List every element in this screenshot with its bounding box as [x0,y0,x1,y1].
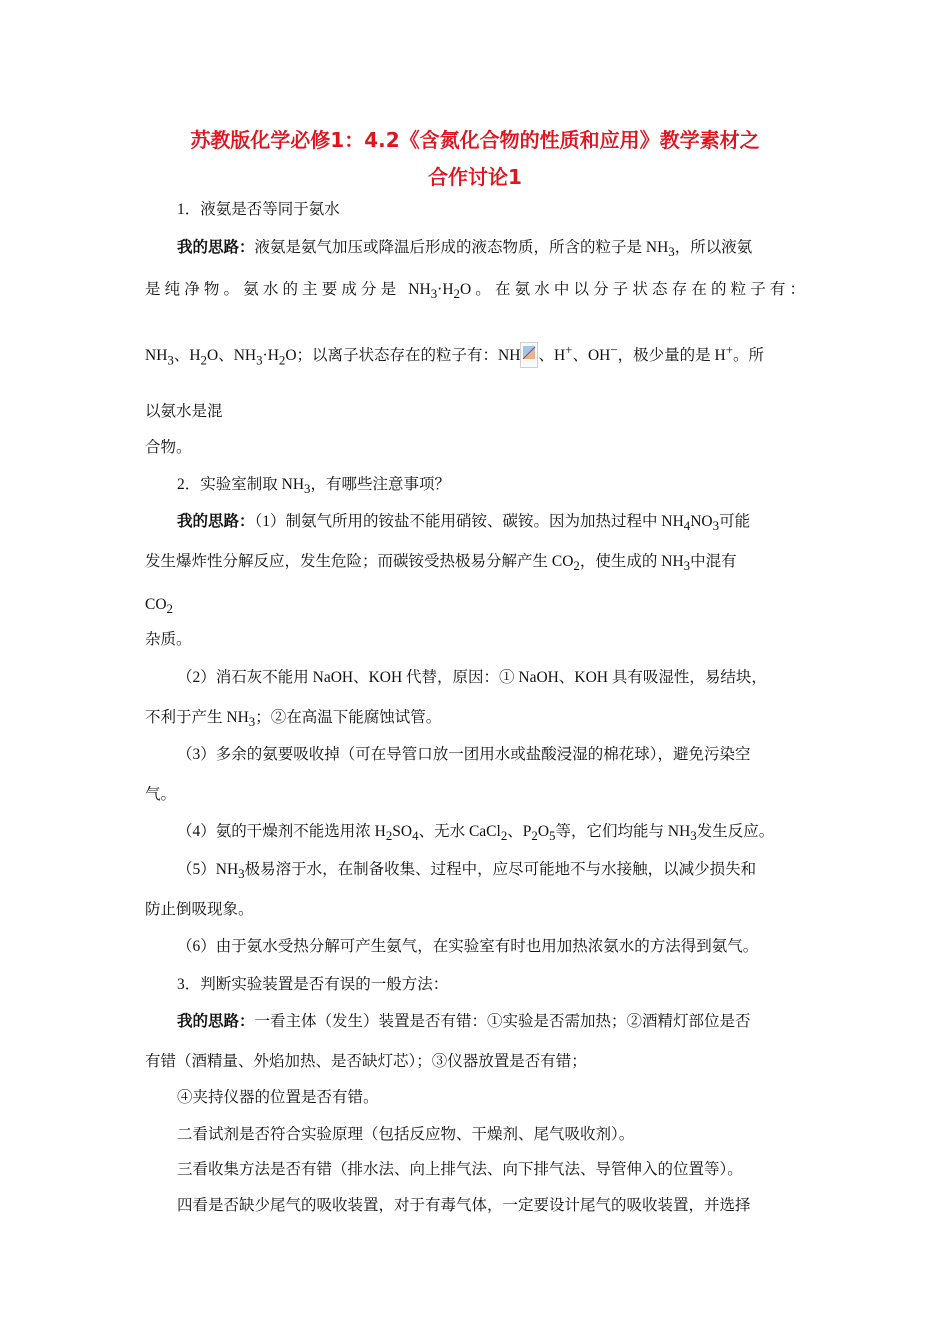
q2-para-3: （3）多余的氨要吸收掉（可在导管口放一团用水或盐酸浸湿的棉花球），避免污染空 [177,746,751,763]
q2-para-1-line-3: $CO_2$ [145,596,173,617]
q1-line-3: $NH_3$、$H_2O$、$NH_3\cdot H_2O$；以离子状态存在的粒子有：NH 、H+、OH−，极少量的是 H+。所 [145,342,764,368]
q3-line-2: 有错（酒精量、外焰加热、是否缺灯芯）；③仪器放置是否有错； [145,1053,587,1070]
q3-line-4: 二看试剂是否符合实验原理（包括反应物、干燥剂、尾气吸收剂）。 [177,1126,635,1143]
question-1: 1．液氨是否等同于氨水 [177,201,340,218]
q2-para-1-line-2: 发生爆炸性分解反应，发生危险；而碳铵受热极易分解产生 $CO_2$，使生成的 $NH_3$中混有 [145,553,737,574]
broken-image-icon [520,342,538,368]
document-title-line2: 合作讨论1 [428,165,522,189]
my-thinking-label: 我的思路： [177,513,255,530]
q3-line-1: 我的思路：一看主体（发生）装置是否有错：①实验是否需加热；②酒精灯部位是否 [177,1013,751,1030]
q3-line-5: 三看收集方法是否有错（排水法、向上排气法、向下排气法、导管伸入的位置等）。 [177,1161,743,1178]
q2-para-1-line-4: 杂质。 [145,631,192,648]
question-3: 3．判断实验装置是否有误的一般方法： [177,976,449,993]
q2-para-5-line-2: 防止倒吸现象。 [145,901,254,918]
q3-line-6: 四看是否缺少尾气的吸收装置，对于有毒气体，一定要设计尾气的吸收装置，并选择 [177,1197,751,1214]
q1-line-1: 我的思路：液氨是氨气加压或降温后形成的液态物质，所含的粒子是 $NH_3$，所以液氨 [177,239,753,260]
q2-para-1: 我的思路：（1）制氨气所用的铵盐不能用硝铵、碳铵。因为加热过程中 $NH_4NO_3$可能 [177,513,751,534]
q2-para-2-line-2: 不利于产生 $NH_3$；②在高温下能腐蚀试管。 [145,709,442,730]
q3-line-3: ④夹持仪器的位置是否有错。 [177,1089,379,1106]
q2-para-4: （4）氨的干燥剂不能选用浓 $H_2SO_4$、无水 CaCl$_2$、$P_2O_5$等，它们均能与 $NH_3$发生反应。 [177,823,775,844]
q1-line-2: 是纯净物。氨水的主要成分是 $NH_3\cdot H_2O$。在氨水中以分子状态存在的粒子有： [145,281,806,302]
document-title-line1: 苏教版化学必修1：4.2《含氮化合物的性质和应用》教学素材之 [190,128,760,152]
q2-para-2: （2）消石灰不能用 NaOH、KOH 代替，原因：① NaOH、KOH 具有吸湿性，易结块， [177,669,767,686]
my-thinking-label: 我的思路： [177,1013,255,1030]
my-thinking-label: 我的思路： [177,239,255,256]
q2-para-6: （6）由于氨水受热分解可产生氨气，在实验室有时也用加热浓氨水的方法得到氨气。 [177,938,759,955]
question-2: 2．实验室制取 $NH_3$，有哪些注意事项？ [177,476,450,497]
q2-para-3-line-2: 气。 [145,786,177,803]
q1-line-5: 合物。 [145,439,192,456]
q2-para-5: $(5)NH_3$极易溶于水，在制备收集、过程中，应尽可能地不与水接触，以减少损失和 [177,861,757,882]
q1-line-4: 以氨水是混 [145,403,223,420]
